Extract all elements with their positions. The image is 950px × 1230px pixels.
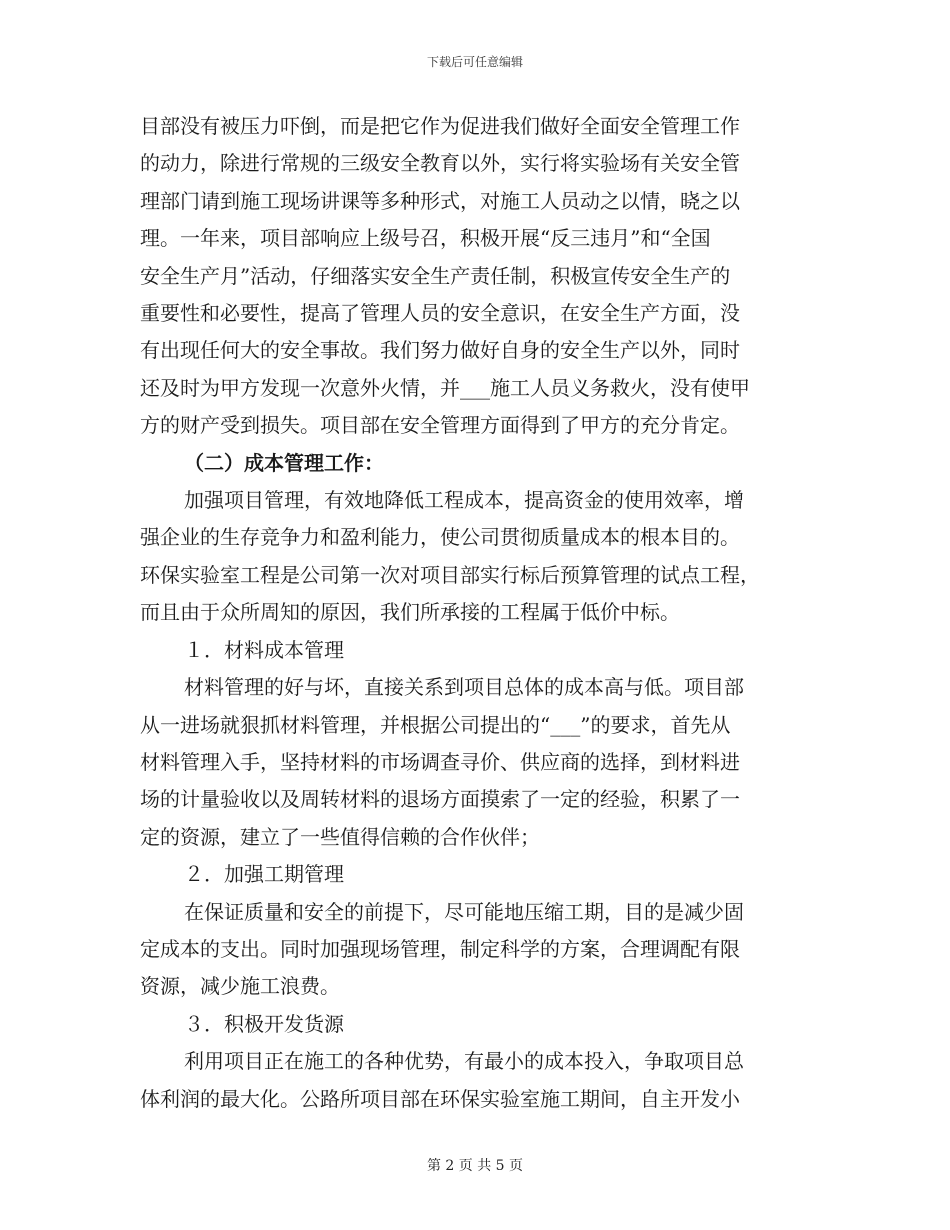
paragraph-line: 利用项目正在施工的各种优势，有最小的成本投入，争取项目总	[184, 1049, 744, 1074]
paragraph-line: 方的财产受到损失。项目部在安全管理方面得到了甲方的充分肯定。	[140, 413, 740, 438]
paragraph-line: 而且由于众所周知的原因，我们所承接的工程属于低价中标。	[140, 600, 680, 625]
subsection-heading: １．材料成本管理	[184, 637, 344, 662]
paragraph-line: 资源，减少施工浪费。	[140, 974, 340, 999]
page-header: 下载后可任意编辑	[426, 55, 523, 69]
paragraph-line: 强企业的生存竞争力和盈利能力，使公司贯彻质量成本的根本目的。	[140, 525, 740, 550]
paragraph-line: 在保证质量和安全的前提下，尽可能地压缩工期，目的是减少固	[184, 899, 744, 924]
page-footer: 第 2 页 共 5 页	[426, 1158, 524, 1174]
paragraph-line: 理。一年来，项目部响应上级号召，积极开展“反三违月”和“全国	[140, 226, 711, 251]
paragraph-line: 还及时为甲方发现一次意外火情，并___施工人员义务救火，没有使甲	[140, 375, 750, 400]
paragraph-line: 加强项目管理，有效地降低工程成本，提高资金的使用效率，增	[184, 488, 744, 513]
paragraph-line: 安全生产月”活动，仔细落实安全生产责任制，积极宣传安全生产的	[140, 263, 731, 288]
paragraph-line: 从一进场就狠抓材料管理，并根据公司提出的“___”的要求，首先从	[140, 712, 731, 737]
paragraph-line: 场的计量验收以及周转材料的退场方面摸索了一定的经验，积累了一	[140, 787, 740, 812]
paragraph-line: 的动力，除进行常规的三级安全教育以外，实行将实验场有关安全管	[140, 151, 740, 176]
subsection-heading: ３．积极开发货源	[184, 1011, 344, 1036]
section-heading: （二）成本管理工作：	[184, 450, 384, 475]
paragraph-line: 有出现任何大的安全事故。我们努力做好自身的安全生产以外，同时	[140, 338, 740, 363]
paragraph-line: 目部没有被压力吓倒，而是把它作为促进我们做好全面安全管理工作	[140, 114, 740, 138]
paragraph-line: 材料管理的好与坏，直接关系到项目总体的成本高与低。项目部	[184, 675, 744, 700]
paragraph-line: 环保实验室工程是公司第一次对项目部实行标后预算管理的试点工程，	[140, 562, 760, 587]
subsection-heading: ２．加强工期管理	[184, 862, 344, 887]
document-body	[140, 108, 800, 1118]
paragraph-line: 体利润的最大化。公路所项目部在环保实验室施工期间，自主开发小	[140, 1086, 740, 1111]
paragraph-line: 材料管理入手，坚持材料的市场调查寻价、供应商的选择，到材料进	[140, 749, 740, 774]
paragraph-line: 定的资源，建立了一些值得信赖的合作伙伴；	[140, 824, 540, 849]
paragraph-line: 定成本的支出。同时加强现场管理，制定科学的方案，合理调配有限	[140, 936, 740, 961]
paragraph-line: 重要性和必要性，提高了管理人员的安全意识，在安全生产方面，没	[140, 301, 740, 326]
paragraph-line: 理部门请到施工现场讲课等多种形式，对施工人员动之以情，晓之以	[140, 188, 740, 213]
